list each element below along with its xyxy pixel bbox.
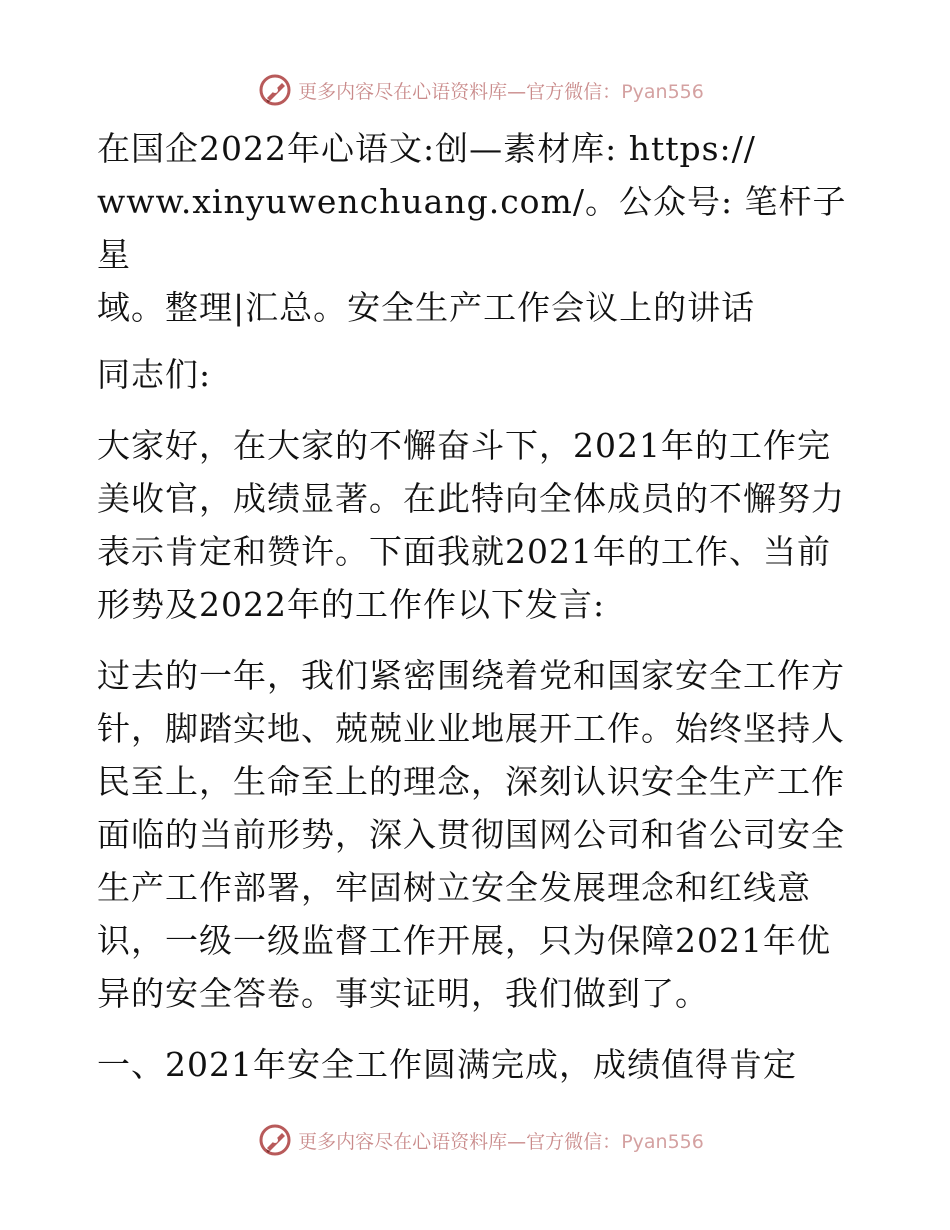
document-body [97, 122, 857, 1109]
paragraph-opening: 大家好，在大家的不懈奋斗下，2021年的工作完美收官，成绩显著。在此特向全体成员的不懈努力表示肯定和赞许。下面我就2021年的工作、当前形势及2022年的工作作以下发言: [97, 426, 845, 624]
footer-watermark-banner [0, 1120, 950, 1160]
banner-text: 更多内容尽在心语资料库—官方微信：Pyan556 [298, 1130, 704, 1153]
intro-line-3: 域。整理|汇总。安全生产工作会议上的讲话 [97, 288, 756, 327]
seal-pen-icon [258, 1123, 292, 1157]
paragraph-review: 过去的一年，我们紧密围绕着党和国家安全工作方针，脚踏实地、兢兢业业地展开工作。始终坚持人民至上，生命至上的理念，深刻认识安全生产工作面临的当前形势，深入贯彻国网公司和省公司安全生产工作部署，牢固树立安全发展理念和红线意识，一级一级监督工作开展，只为保障2021年优异的安全答卷。事实证明，我们做到了。 [97, 656, 845, 1013]
banner-text: 更多内容尽在心语资料库—官方微信：Pyan556 [298, 80, 704, 103]
intro-line-2: www.xinyuwenchuang.com/。公众号: 笔杆子星 [97, 182, 847, 274]
seal-pen-icon [258, 73, 292, 107]
section-heading: 一、2021年安全工作圆满完成，成绩值得肯定 [97, 1045, 797, 1084]
intro-paragraph [97, 122, 857, 334]
greeting: 同志们: [97, 355, 212, 394]
header-watermark-banner [0, 70, 950, 110]
intro-line-1: 在国企2022年心语文:创—素材库: https:// [97, 129, 756, 168]
